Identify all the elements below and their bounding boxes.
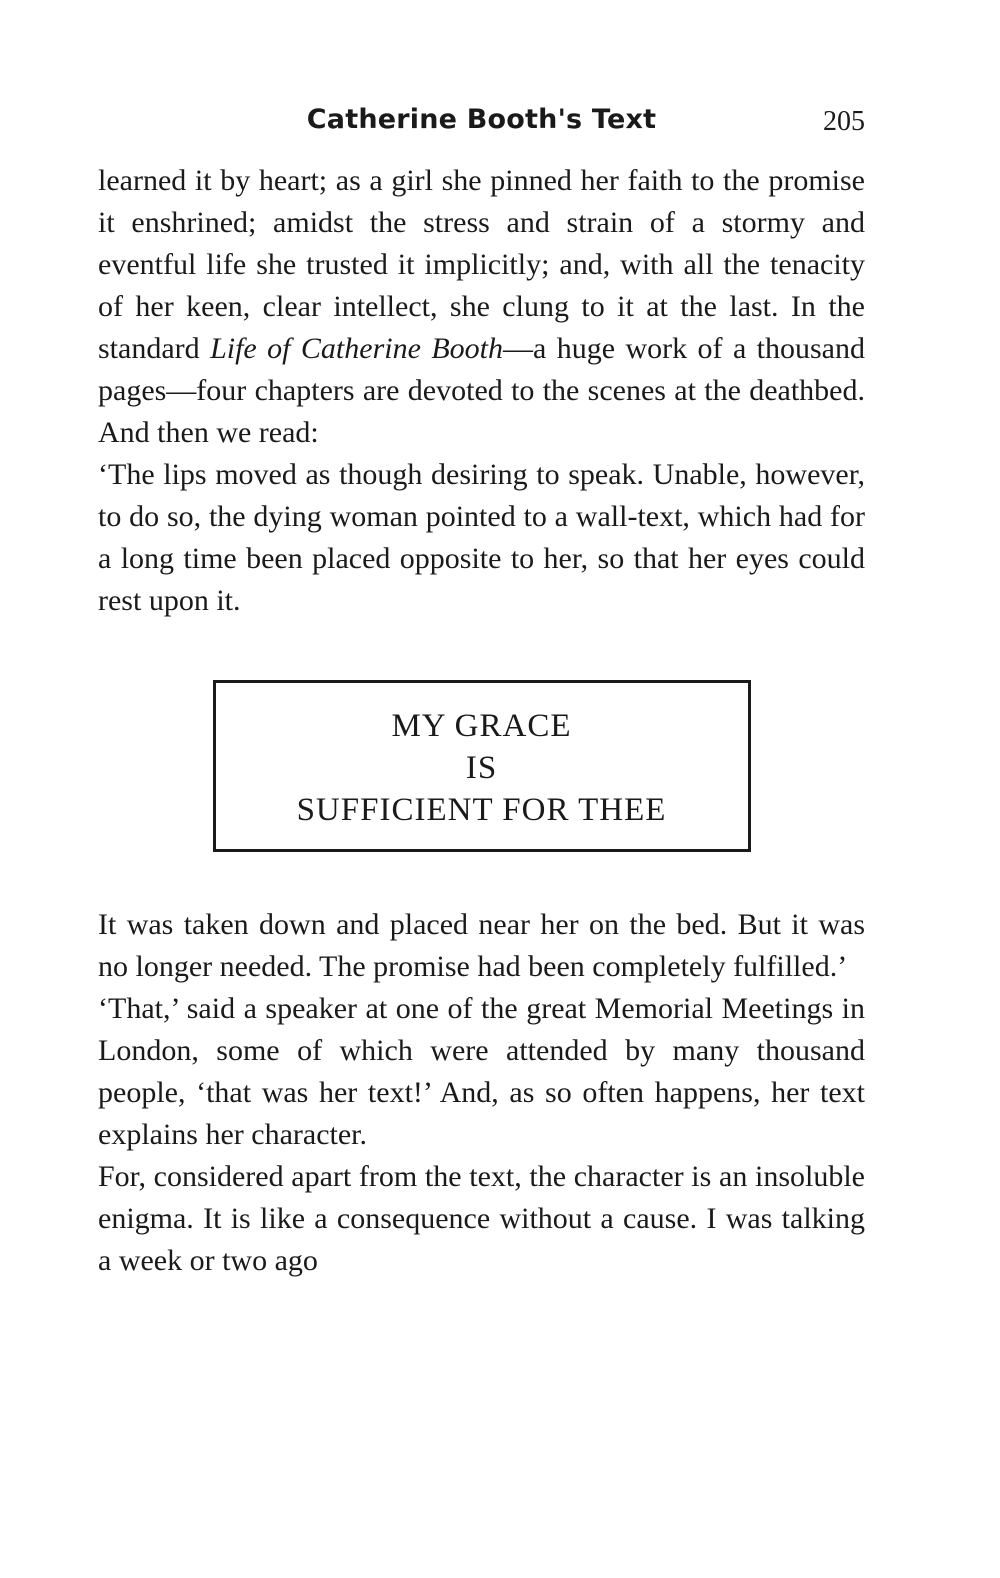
page-number: 205 bbox=[823, 106, 865, 137]
paragraph-1 bbox=[98, 160, 865, 454]
wall-text-box bbox=[213, 680, 751, 852]
paragraph-1-text-a: learned it by heart; as a girl she pinned her faith to the promise it enshrined; amidst the stress and strain of a stormy and eventful life she trusted it implicitly; and, with all the tenacity of her keen, clear intellect, she clung to it at the last. In the standard bbox=[98, 164, 865, 365]
wall-text-line-3: SUFFICIENT FOR THEE bbox=[296, 792, 667, 828]
paragraph-1-text-b: —a huge work of a thousand pages—four chapters are devoted to the scenes at the deathbed. And then we read: bbox=[98, 332, 866, 449]
paragraph-4: ‘That,’ said a speaker at one of the great Memorial Meetings in London, some of which were attended by many thousand people, ‘that was her text!’ And, as so often happens, her text explains her character. bbox=[98, 992, 865, 1151]
wall-text-line-2: IS bbox=[465, 750, 498, 786]
paragraph-5: For, considered apart from the text, the character is an insoluble enigma. It is like a consequence without a cause. I was talking a week or two ago bbox=[98, 1160, 865, 1277]
running-title: Catherine Booth's Text bbox=[306, 104, 657, 135]
wall-text-line-1: MY GRACE bbox=[391, 708, 572, 744]
book-page bbox=[98, 100, 865, 1282]
book-title: Life of Catherine Booth bbox=[210, 332, 503, 365]
running-header bbox=[98, 100, 865, 148]
paragraph-3: It was taken down and placed near her on the bed. But it was no longer needed. The promise had been completely fulfilled.’ bbox=[98, 908, 865, 983]
paragraph-2: ‘The lips moved as though desiring to speak. Unable, however, to do so, the dying woman pointed to a wall-text, which had for a long time been placed opposite to her, so that her eyes could rest upon it. bbox=[98, 458, 865, 617]
